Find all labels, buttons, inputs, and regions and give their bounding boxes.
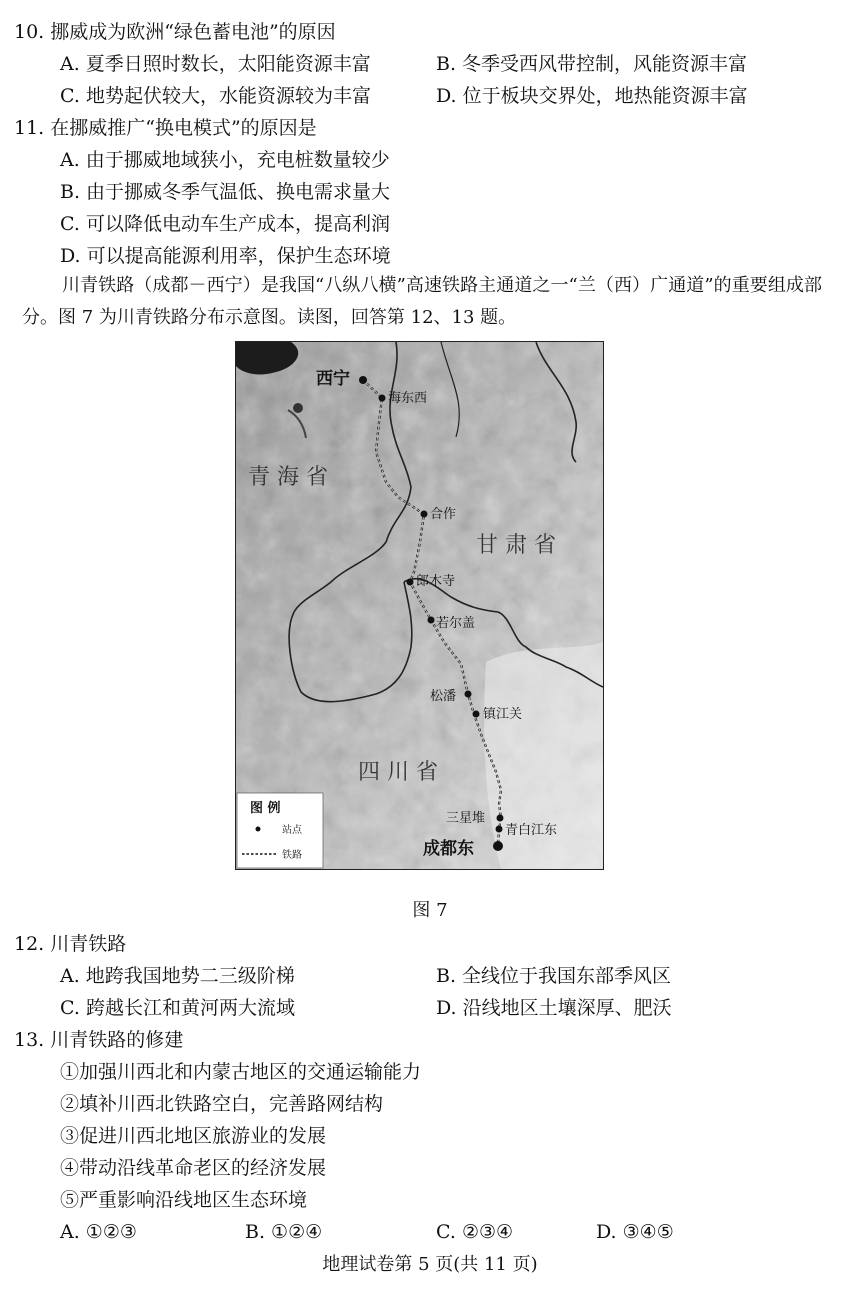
station-zhenjiangguan-marker xyxy=(473,711,480,718)
label-sanxingdui: 三星堆 xyxy=(446,811,486,826)
label-xining: 西宁 xyxy=(316,369,350,389)
q13-item-5: ⑤严重影响沿线地区生态环境 xyxy=(60,1189,308,1211)
q13-item-3: ③促进川西北地区旅游业的发展 xyxy=(60,1125,327,1147)
station-langmusi-marker xyxy=(407,579,414,586)
label-haidongxi: 海东西 xyxy=(388,391,428,406)
label-zhenjiangguan: 镇江关 xyxy=(483,707,523,722)
q13-item-1: ①加强川西北和内蒙古地区的交通运输能力 xyxy=(60,1061,422,1083)
intro-paragraph: 川青铁路（成都－西宁）是我国“八纵八横”高速铁路主通道之一“兰（西）广通道”的重要组成部分。图 7 为川青铁路分布示意图。读图，回答第 12、13 题。 xyxy=(22,275,822,328)
legend-station-label: 站点 xyxy=(282,825,302,836)
q11-option-c: C. 可以降低电动车生产成本，提高利润 xyxy=(60,213,390,235)
q10-option-d: D. 位于板块交界处，地热能资源丰富 xyxy=(436,85,748,107)
q13-item-2: ②填补川西北铁路空白，完善路网结构 xyxy=(60,1093,384,1115)
station-qingbaijiangdong-marker xyxy=(496,826,503,833)
q12-option-c: C. 跨越长江和黄河两大流域 xyxy=(60,997,295,1019)
q11-stem: 11. 在挪威推广“换电模式”的原因是 xyxy=(14,117,317,139)
label-langmusi: 郎木寺 xyxy=(416,574,456,589)
q13-item-4: ④带动沿线革命老区的经济发展 xyxy=(60,1157,327,1179)
map-legend xyxy=(237,793,323,868)
legend-title: 图 例 xyxy=(250,801,281,816)
q13-option-b: B. ①②④ xyxy=(245,1221,323,1243)
station-ruoergai-marker xyxy=(428,617,435,624)
figure-caption: 图 7 xyxy=(412,900,448,921)
station-hezuo-marker xyxy=(421,511,428,518)
label-gansu: 甘 肃 省 xyxy=(476,533,556,558)
q12-option-a: A. 地跨我国地势二三级阶梯 xyxy=(60,965,295,987)
railway-map xyxy=(235,341,604,870)
label-sichuan: 四 川 省 xyxy=(358,760,438,785)
label-qingbaijiangdong: 青白江东 xyxy=(505,823,558,838)
label-songpan: 松潘 xyxy=(430,689,457,704)
q10-option-b: B. 冬季受西风带控制，风能资源丰富 xyxy=(436,53,748,75)
label-ruoergai: 若尔盖 xyxy=(436,616,476,631)
q12-option-b: B. 全线位于我国东部季风区 xyxy=(436,965,672,987)
label-qinghai: 青 海 省 xyxy=(248,465,328,490)
q11-option-b: B. 由于挪威冬季气温低、换电需求量大 xyxy=(60,181,391,203)
legend-station-icon xyxy=(256,827,261,832)
station-songpan-marker xyxy=(465,691,472,698)
q12-stem: 12. 川青铁路 xyxy=(14,933,127,955)
q13-option-c: C. ②③④ xyxy=(436,1221,514,1243)
station-xining-marker xyxy=(359,376,367,384)
page-footer: 地理试卷第 5 页(共 11 页) xyxy=(322,1254,538,1275)
q10-option-c: C. 地势起伏较大，水能资源较为丰富 xyxy=(60,85,371,107)
q11-option-a: A. 由于挪威地域狭小，充电桩数量较少 xyxy=(60,149,390,171)
station-sanxingdui-marker xyxy=(497,815,504,822)
legend-railway-label: 铁路 xyxy=(282,850,302,861)
q13-stem: 13. 川青铁路的修建 xyxy=(14,1029,184,1051)
q10-stem: 10. 挪威成为欧洲“绿色蓄电池”的原因 xyxy=(14,21,336,43)
station-haidongxi-marker xyxy=(379,395,386,402)
q13-option-a: A. ①②③ xyxy=(60,1221,137,1243)
q11-option-d: D. 可以提高能源利用率，保护生态环境 xyxy=(60,245,391,267)
label-chengdudong: 成都东 xyxy=(423,839,474,859)
station-chengdudong-marker xyxy=(493,841,503,851)
q13-option-d: D. ③④⑤ xyxy=(596,1221,674,1243)
q10-option-a: A. 夏季日照时数长，太阳能资源丰富 xyxy=(60,53,371,75)
reservoir xyxy=(293,403,303,413)
label-hezuo: 合作 xyxy=(430,507,457,522)
q12-option-d: D. 沿线地区土壤深厚、肥沃 xyxy=(436,997,672,1019)
